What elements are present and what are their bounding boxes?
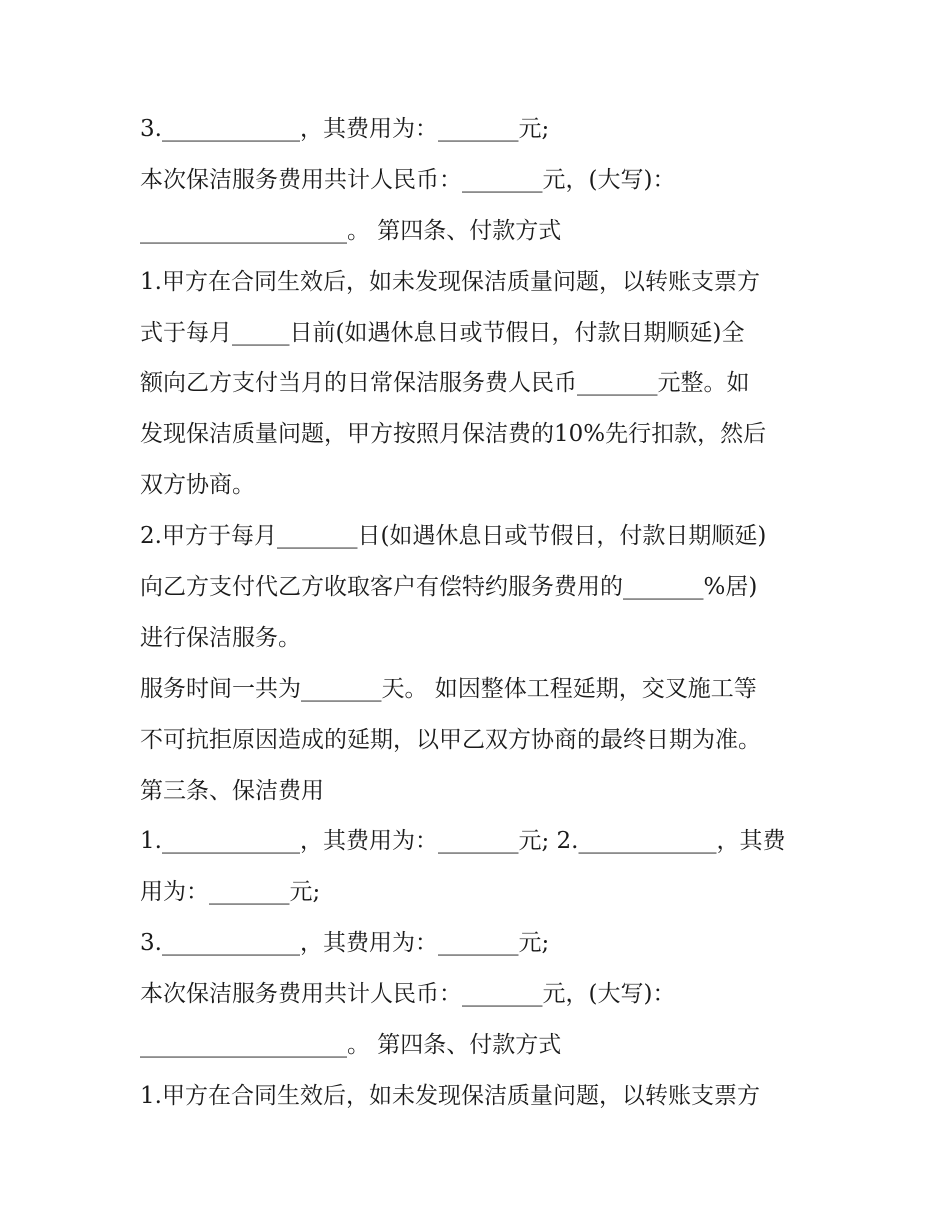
text-line: 进行保洁服务。 — [140, 624, 301, 651]
text-line: 2.甲方于每月_______日(如遇休息日或节假日，付款日期顺延) — [140, 523, 767, 550]
text-line: 本次保洁服务费用共计人民币：_______元，(大写)： — [140, 981, 676, 1008]
text-line: 双方协商。 — [140, 472, 255, 499]
text-line: 1.甲方在合同生效后，如未发现保洁质量问题，以转账支票方 — [140, 1082, 760, 1109]
text-line: 用为：_______元; — [140, 879, 321, 906]
text-line: 不可抗拒原因造成的延期，以甲乙双方协商的最终日期为准。 — [140, 726, 761, 753]
document-body — [140, 104, 820, 1122]
section-heading: 第三条、保洁费用 — [140, 777, 324, 804]
text-line: 服务时间一共为_______天。 如因整体工程延期，交叉施工等 — [140, 675, 757, 702]
text-line: __________________。 第四条、付款方式 — [140, 1032, 562, 1059]
text-line: 3.____________，其费用为：_______元; — [140, 116, 550, 142]
text-line: 额向乙方支付当月的日常保洁服务费人民币_______元整。如 — [140, 370, 750, 397]
text-line: 3.____________，其费用为：_______元; — [140, 930, 550, 957]
text-line: __________________。 第四条、付款方式 — [140, 217, 562, 244]
text-line: 式于每月_____日前(如遇休息日或节假日，付款日期顺延)全 — [140, 319, 745, 346]
text-line: 本次保洁服务费用共计人民币：_______元，(大写)： — [140, 166, 676, 193]
text-line: 1.甲方在合同生效后，如未发现保洁质量问题，以转账支票方 — [140, 268, 760, 295]
text-line: 1.____________，其费用为：_______元; 2.____________，其费 — [140, 828, 786, 855]
text-line: 向乙方支付代乙方收取客户有偿特约服务费用的_______%居) — [140, 574, 758, 601]
text-line: 发现保洁质量问题，甲方按照月保洁费的10%先行扣款，然后 — [140, 421, 767, 448]
